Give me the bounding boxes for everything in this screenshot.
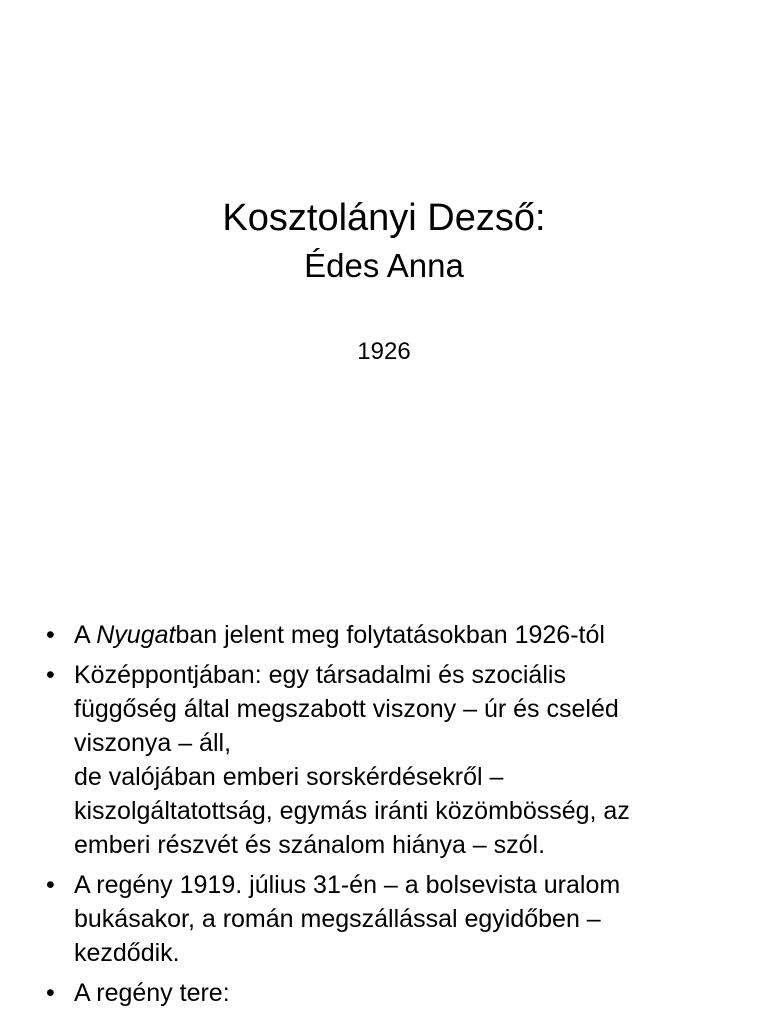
bullet-line: bukásakor, a román megszállással egyidőben – (74, 905, 601, 933)
bullet-line: függőség által megszabott viszony – úr és cseléd (74, 695, 619, 723)
bullet-list (44, 618, 744, 1016)
bullet-icon: • (46, 621, 55, 649)
bullet-line: kezdődik. (74, 939, 180, 967)
bullet-line: viszonya – áll, (74, 729, 232, 757)
bullet-line: Középpontjában: egy társadalmi és szociális (74, 661, 566, 689)
bullet-icon: • (46, 661, 55, 689)
bullet-line: kiszolgáltatottság, egymás iránti közömbösség, az (74, 797, 630, 825)
bullet-text-italic: Nyugat (96, 621, 176, 649)
bullet-line: A regény tere: (74, 979, 230, 1007)
bullet-line (74, 618, 744, 652)
title-work: Édes Anna (304, 247, 464, 284)
bullet-text-suffix: ban jelent meg folytatásokban 1926-tól (175, 621, 605, 649)
publication-year: 1926 (357, 338, 411, 365)
bullet-item-space (44, 976, 744, 1010)
bullet-icon: • (46, 979, 55, 1007)
bullet-line: A regény 1919. július 31-én – a bolsevista uralom (74, 871, 621, 899)
title-author: Kosztolányi Dezső: (222, 197, 546, 239)
bullet-line: de valójában emberi sorskérdésekről – (74, 763, 504, 791)
slide-title (0, 192, 768, 288)
bullet-text-prefix: A (74, 621, 97, 649)
bullet-icon: • (46, 871, 55, 899)
bullet-item-focus (44, 658, 744, 862)
bullet-item-start (44, 868, 744, 970)
bullet-line: emberi részvét és szánalom hiánya – szól. (74, 831, 546, 859)
bullet-item-nyugat (44, 618, 744, 652)
